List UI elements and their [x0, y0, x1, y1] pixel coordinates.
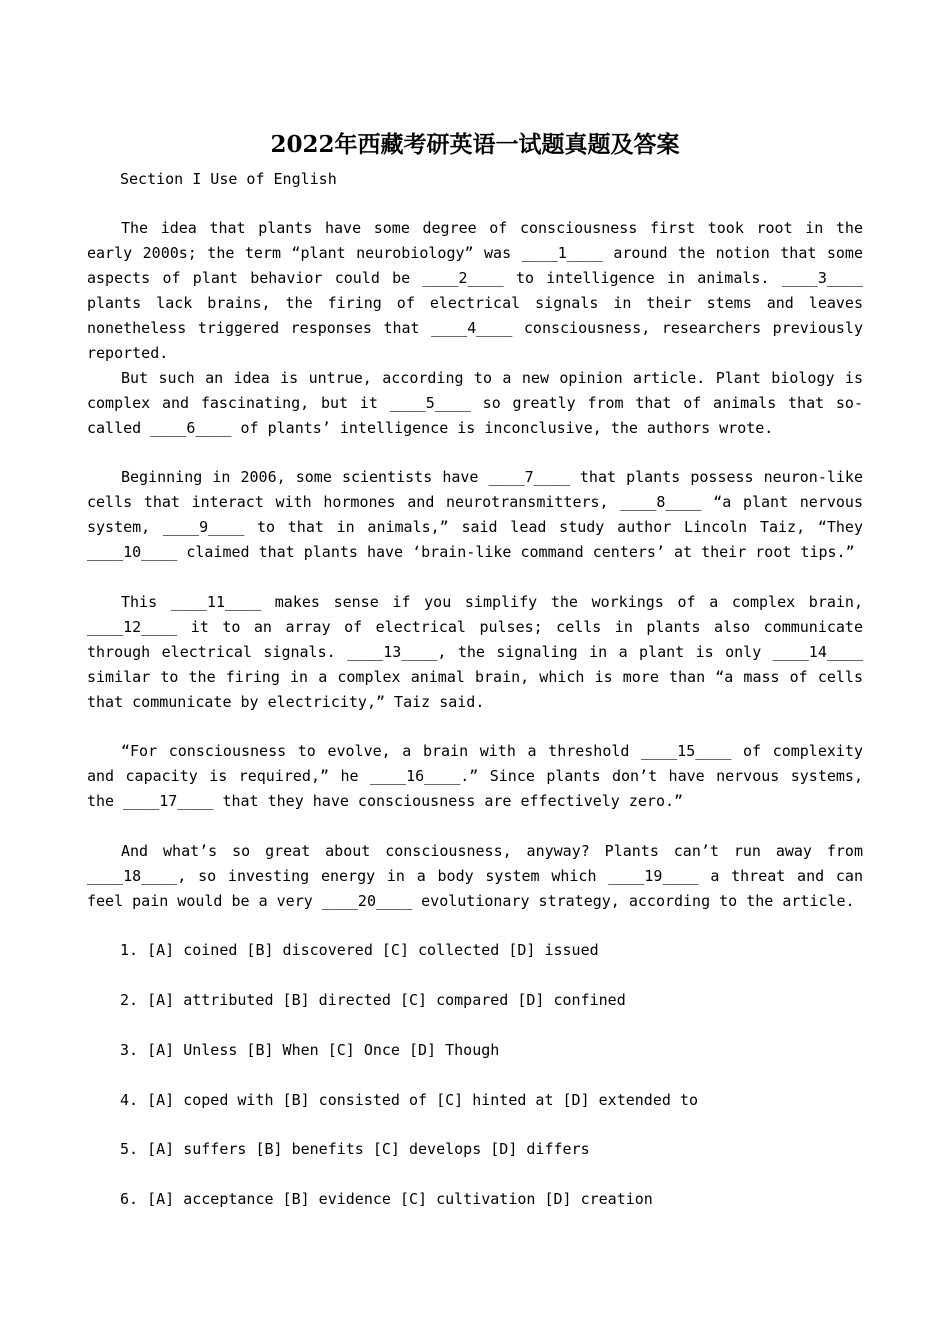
section-heading: Section I Use of English — [120, 170, 337, 188]
passage-paragraph-3: Beginning in 2006, some scientists have ____7____ that plants possess neuron-like cells that interact with hormones and neurotransmitters, ____8____ “a plant nervous system, ____9____ to that in animals,” said lead study author Lincoln Taiz, “They ____10____ claimed that plants have ‘brain-like command centers’ at their root tips.” — [87, 468, 863, 561]
passage-paragraph-1: The idea that plants have some degree of consciousness first took root in the early 2000s; the term “plant neurobiology” was ____1____ around the notion that some aspects of plant behavior could be ____2____ to intelligence in animals. ____3____ plants lack brains, the firing of electrical signals in their stems and leaves nonetheless triggered responses that ____4____ consciousness, researchers previously reported. — [87, 219, 863, 362]
passage-paragraph-2: But such an idea is untrue, according to a new opinion article. Plant biology is complex and fascinating, but it ____5____ so greatly from that of animals that so-called ____6____ of plants’ intelligence is inconclusive, the authors wrote. — [87, 369, 863, 437]
passage-paragraph-4: This ____11____ makes sense if you simplify the workings of a complex brain, ____12____ it to an array of electrical pulses; cells in plants also communicate through electrical signals. ____13____, the signaling in a plant is only ____14____ similar to the firing in a complex animal brain, which is more than “a mass of cells that communicate by electricity,” Taiz said. — [87, 593, 863, 711]
question-option-4: 4. [A] coped with [B] consisted of [C] hinted at [D] extended to — [120, 1091, 698, 1109]
question-option-6: 6. [A] acceptance [B] evidence [C] cultivation [D] creation — [120, 1190, 653, 1208]
passage-paragraph-5: “For consciousness to evolve, a brain with a threshold ____15____ of complexity and capacity is required,” he ____16____.” Since plants don’t have nervous systems, the ____17____ that they have consciousness are effectively zero.” — [87, 742, 863, 810]
question-option-1: 1. [A] coined [B] discovered [C] collected [D] issued — [120, 941, 599, 959]
passage-paragraph-6: And what’s so great about consciousness, anyway? Plants can’t run away from ____18____, so investing energy in a body system which ____19____ a threat and can feel pain would be a very ____20____ evolutionary strategy, according to the article. — [87, 842, 863, 910]
question-option-5: 5. [A] suffers [B] benefits [C] develops [D] differs — [120, 1140, 590, 1158]
question-option-2: 2. [A] attributed [B] directed [C] compared [D] confined — [120, 991, 626, 1009]
page-title: 2022年西藏考研英语一试题真题及答案 — [270, 131, 680, 158]
question-option-3: 3. [A] Unless [B] When [C] Once [D] Though — [120, 1041, 500, 1059]
